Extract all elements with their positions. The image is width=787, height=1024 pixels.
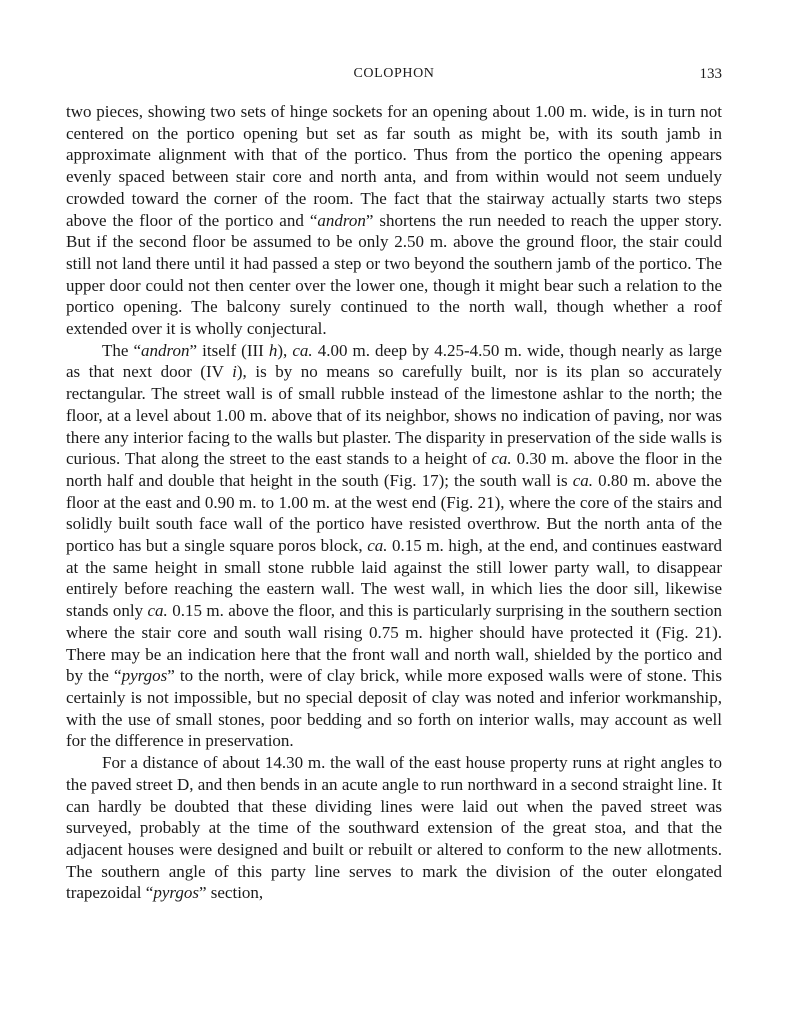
text-run: 4.00 m. deep by 4.25-4.50 m. wide, though nearly as large as that next door (IV	[66, 340, 722, 382]
page-number: 133	[699, 66, 722, 82]
text-run: The “	[102, 340, 142, 360]
italic-text: h	[268, 340, 278, 360]
running-head	[66, 66, 722, 86]
running-title: COLOPHON	[353, 66, 435, 81]
italic-text: andron	[141, 340, 190, 360]
text-run: 0.15 m. high, at the end, and continues eastward at the same height in small stone rubble laid against the still lower party wall, to disappear entirely before reaching the eastern wall. The west wall, in which lies the door sill, likewise stands only	[66, 536, 722, 621]
italic-text: i	[232, 362, 237, 382]
text-run: For a distance of about 14.30 m. the wall of the east house property runs at right angles to the paved street D, and then bends in an acute angle to run northward in a second straight line. It can hardly be doubted that these dividing lines were laid out when the paved street was surveyed, probably at the time of the southward extension of the great stoa, and that the adjacent houses were designed and built or rebuilt or altered to conform to the new allotments. The southern angle of this party line serves to mark the division of the outer elongated trapezoidal “	[66, 753, 722, 903]
paragraph-3	[66, 752, 722, 904]
italic-text: pyrgos	[153, 883, 199, 903]
paragraph-2	[66, 340, 722, 752]
text-run: 0.15 m. above the floor, and this is particularly surprising in the southern section where the stair core and south wall rising 0.75 m. higher should have protected it (Fig. 21). There may be an indication here that the front wall and north wall, shielded by the portico and by the “	[66, 601, 722, 686]
italic-text: ca.	[572, 470, 593, 490]
italic-text: ca.	[491, 449, 512, 469]
text-run: ), is by no means so carefully built, nor is its plan so accurately rectangular. The street wall is of small rubble instead of the limestone ashlar to the north; the floor, at a level about 1.00 m. above that of its neighbor, shows no indication of paving, nor was there any interior facing to the walls but plaster. The disparity in preservation of the side walls is curious. That along the street to the east stands to a height of	[66, 362, 723, 469]
paragraph-1	[66, 101, 722, 340]
italic-text: pyrgos	[121, 666, 168, 686]
text-run: ” shortens the run needed to reach the upper story. But if the second floor be assumed to be only 2.50 m. above the ground floor, the stair could still not land there until it had passed a step or two beyond the southern jamb of the portico. The upper door could not then center over the lower one, though it might bear such a relation to the portico opening. The balcony surely continued to the north wall, though whether a roof extended over it is wholly conjectural.	[66, 210, 722, 339]
italic-text: andron	[317, 210, 366, 230]
italic-text: ca.	[367, 536, 388, 556]
text-run: ” itself (III	[189, 340, 269, 360]
text-run: ” section,	[198, 883, 264, 903]
text-run: two pieces, showing two sets of hinge sockets for an opening about 1.00 m. wide, is in turn not centered on the portico opening but set as far south as might be, with its south jamb in approximate alignment with that of the portico. Thus from the portico the opening appears evenly spaced between stair core and north anta, and from within would not seem unduely crowded toward the corner of the room. The fact that the stairway actually starts two steps above the floor of the portico and “	[66, 102, 722, 230]
text-run: 0.80 m. above the floor at the east and 0.90 m. to 1.00 m. at the west end (Fig. 21), where the core of the stairs and solidly built south face wall of the portico have resisted overthrow. But the north anta of the portico has but a single square poros block,	[66, 470, 722, 556]
text-run: 0.30 m. above the floor in the north half and double that height in the south (Fig. 17); the south wall is	[66, 449, 722, 490]
italic-text: ca.	[292, 340, 313, 360]
body-text	[66, 101, 722, 904]
text-run: ),	[277, 340, 293, 360]
italic-text: ca.	[147, 601, 168, 621]
text-run: ” to the north, were of clay brick, while more exposed walls were of stone. This certainly is not impossible, but no special deposit of clay was noted and inferior workmanship, with the use of small stones, poor bedding and so forth on interior walls, may account as well for the difference in preservation.	[66, 666, 722, 751]
